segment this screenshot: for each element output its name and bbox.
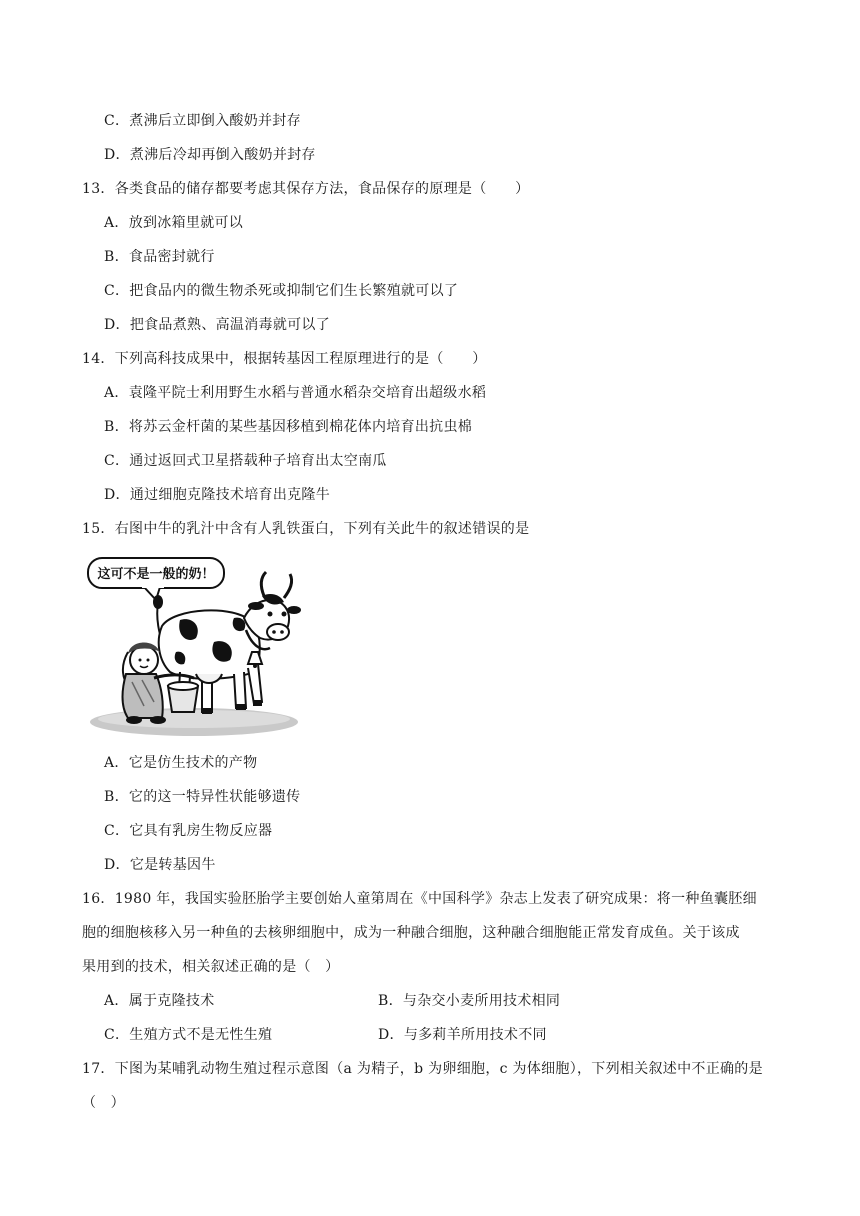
q14-option-c: C．通过返回式卫星搭载种子培育出太空南瓜 [104, 453, 387, 469]
q15-stem: 15．右图中牛的乳汁中含有人乳铁蛋白，下列有关此牛的叙述错误的是 [82, 521, 530, 537]
q12-option-c: C．煮沸后立即倒入酸奶并封存 [104, 113, 301, 129]
cow-udder [196, 674, 222, 683]
q12-option-d: D．煮沸后冷却再倒入酸奶并封存 [104, 147, 316, 163]
q17-stem-line-2: （ ） [82, 1095, 125, 1111]
q14-option-d: D．通过细胞克隆技术培育出克隆牛 [104, 487, 331, 503]
q14-option-a: A．袁隆平院士利用野生水稻与普通水稻杂交培育出超级水稻 [104, 385, 487, 401]
cow-illustration [84, 556, 302, 742]
q15-option-c: C．它具有乳房生物反应器 [104, 823, 273, 839]
q13-option-d: D．把食品煮熟、高温消毒就可以了 [104, 317, 331, 333]
q17-stem-line-1: 17．下图为某哺乳动物生殖过程示意图（a 为精子，b 为卵细胞，c 为体细胞），下列相关叙述中不正确的是 [82, 1061, 763, 1077]
q15-option-d: D．它是转基因牛 [104, 857, 216, 873]
q13-option-a: A．放到冰箱里就可以 [104, 215, 244, 231]
cow-tail-tuft [153, 595, 163, 609]
q16-stem-line-1: 16．1980 年，我国实验胚胎学主要创始人童第周在《中国科学》杂志上发表了研究成果：将一种鱼囊胚细 [82, 891, 757, 907]
q15-option-b: B．它的这一特异性状能够遗传 [104, 789, 301, 805]
q13-option-b: B．食品密封就行 [104, 249, 215, 265]
q14-stem: 14．下列高科技成果中，根据转基因工程原理进行的是（ ） [82, 351, 487, 367]
q16-option-c: C．生殖方式不是无性生殖 [104, 1027, 273, 1043]
q16-stem-line-3: 果用到的技术，相关叙述正确的是（ ） [82, 959, 340, 975]
q14-option-b: B．将苏云金杆菌的某些基因移植到棉花体内培育出抗虫棉 [104, 419, 473, 435]
speech-bubble-text: 这可不是一般的奶！ [97, 567, 215, 582]
q13-stem: 13．各类食品的储存都要考虑其保存方法，食品保存的原理是（ ） [82, 181, 530, 197]
q16-option-a: A．属于克隆技术 [104, 993, 215, 1009]
q16-stem-line-2: 胞的细胞核移入另一种鱼的去核卵细胞中，成为一种融合细胞，这种融合细胞能正常发育成鱼。关于该成 [82, 925, 740, 941]
q16-option-b: B．与杂交小麦所用技术相同 [378, 993, 561, 1009]
q15-option-a: A．它是仿生技术的产物 [104, 755, 258, 771]
q16-option-d: D．与多莉羊所用技术不同 [378, 1027, 547, 1043]
cow-illustration-svg [84, 556, 302, 742]
q13-option-c: C．把食品内的微生物杀死或抑制它们生长繁殖就可以了 [104, 283, 459, 299]
milkmaid-head [130, 646, 158, 674]
